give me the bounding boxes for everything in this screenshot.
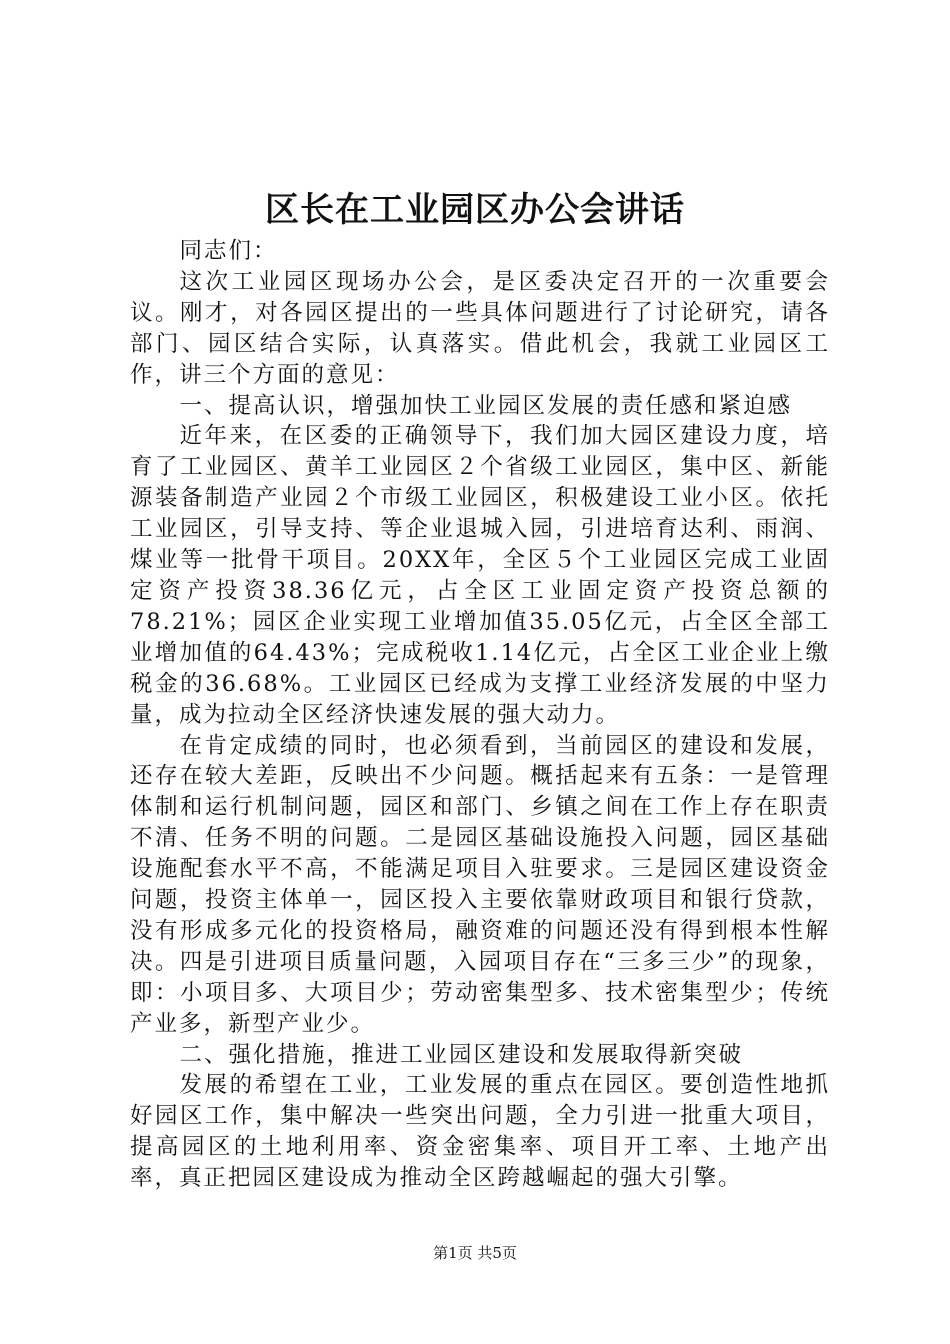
development-paragraph: 发展的希望在工业，工业发展的重点在园区。要创造性地抓好园区工作，集中解决一些突出问题，全力引进一批重大项目，提高园区的土地利用率、资金密集率、项目开工率、土地产出率，真正把园区建设成为推动全区跨越崛起的强大引擎。: [130, 1072, 830, 1192]
problems-paragraph: 在肯定成绩的同时，也必须看到，当前园区的建设和发展，还存在较大差距，反映出不少问题。概括起来有五条：一是管理体制和运行机制问题，园区和部门、乡镇之间在工作上存在职责不清、任务不明的问题。二是园区基础设施投入问题，园区基础设施配套水平不高，不能满足项目入驻要求。三是园区建设资金问题，投资主体单一，园区投入主要依靠财政项目和银行贷款，没有形成多元化的投资格局，融资难的问题还没有得到根本性解决。四是引进项目质量问题，入园项目存在“三多三少”的现象，即：小项目多、大项目少；劳动密集型多、技术密集型少；传统产业多，新型产业少。: [130, 732, 830, 1037]
achievements-paragraph: 近年来，在区委的正确领导下，我们加大园区建设力度，培育了工业园区、黄羊工业园区２个省级工业园区，集中区、新能源装备制造产业园２个市级工业园区，积极建设工业小区。依托工业园区，引导支持、等企业退城入园，引进培育达利、雨润、煤业等一批骨干项目。20XX年，全区５个工业园区完成工业固定资产投资38.36亿元，占全区工业固定资产投资总额的78.21%；园区企业实现工业增加值35.05亿元，占全区全部工业增加值的64.43%；完成税收1.14亿元，占全区工业企业上缴税金的36.68%。工业园区已经成为支撑工业经济发展的中坚力量，成为拉动全区经济快速发展的强大动力。: [130, 423, 830, 728]
intro-paragraph: 这次工业园区现场办公会，是区委决定召开的一次重要会议。刚才，对各园区提出的一些具体问题进行了讨论研究，请各部门、园区结合实际，认真落实。借此机会，我就工业园区工作，讲三个方面的意见：: [130, 268, 830, 388]
document-body: [130, 236, 830, 1194]
section-heading-2: 二、强化措施，推进工业园区建设和发展取得新突破: [179, 1041, 744, 1068]
document-title: 区长在工业园区办公会讲话: [265, 190, 685, 230]
section-heading-1: 一、提高认识，增强加快工业园区发展的责任感和紧迫感: [179, 392, 793, 419]
salutation-paragraph: 同志们：: [179, 238, 278, 264]
page-footer: 第1页 共5页: [433, 1244, 517, 1262]
